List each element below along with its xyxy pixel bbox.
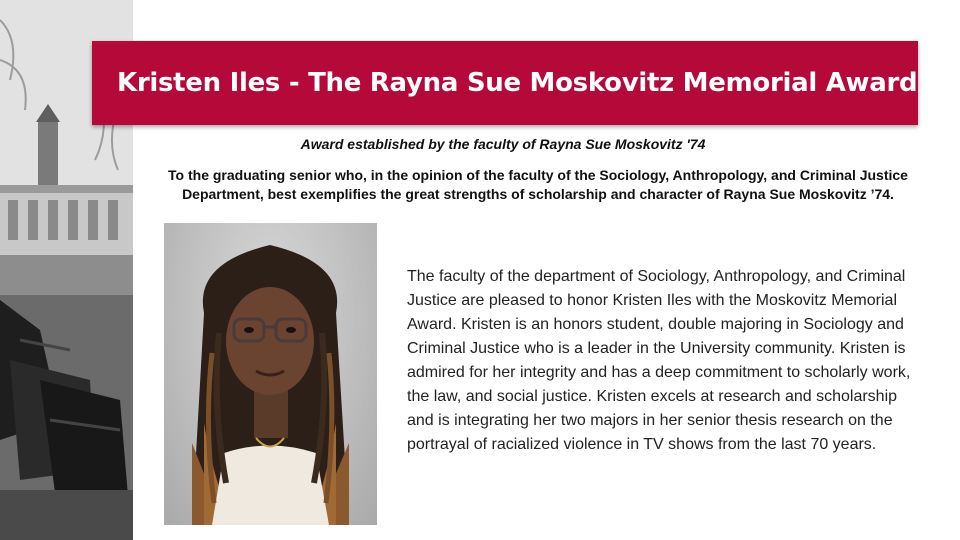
- award-subtitle: Award established by the faculty of Rayna Sue Moskovitz '74: [300, 136, 706, 152]
- award-description: The faculty of the department of Sociology, Anthropology, and Criminal Justice are pleased to honor Kristen Iles with the Moskovitz Memorial Award. Kristen is an honors student, double majoring in Sociology and Criminal Justice who is a leader in the University community. Kristen is admired for her integrity and has a deep commitment to scholarly work, the law, and social justice. Kristen excels at research and scholarship and is integrating her two majors in her senior thesis research on the portrayal of racialized violence in TV shows from the last 70 years.: [407, 268, 911, 453]
- slide-title: Kristen Iles - The Rayna Sue Moskovitz Memorial Award: [117, 68, 918, 98]
- recipient-portrait: [164, 223, 377, 525]
- title-banner: [92, 41, 918, 125]
- portrait-illustration: [164, 223, 377, 525]
- award-criteria: To the graduating senior who, in the opinion of the faculty of the Sociology, Anthropology, and Criminal Justice Department, best exemplifies the great strengths of scholarship and character of Rayna Sue Moskovitz ’74.: [168, 167, 908, 202]
